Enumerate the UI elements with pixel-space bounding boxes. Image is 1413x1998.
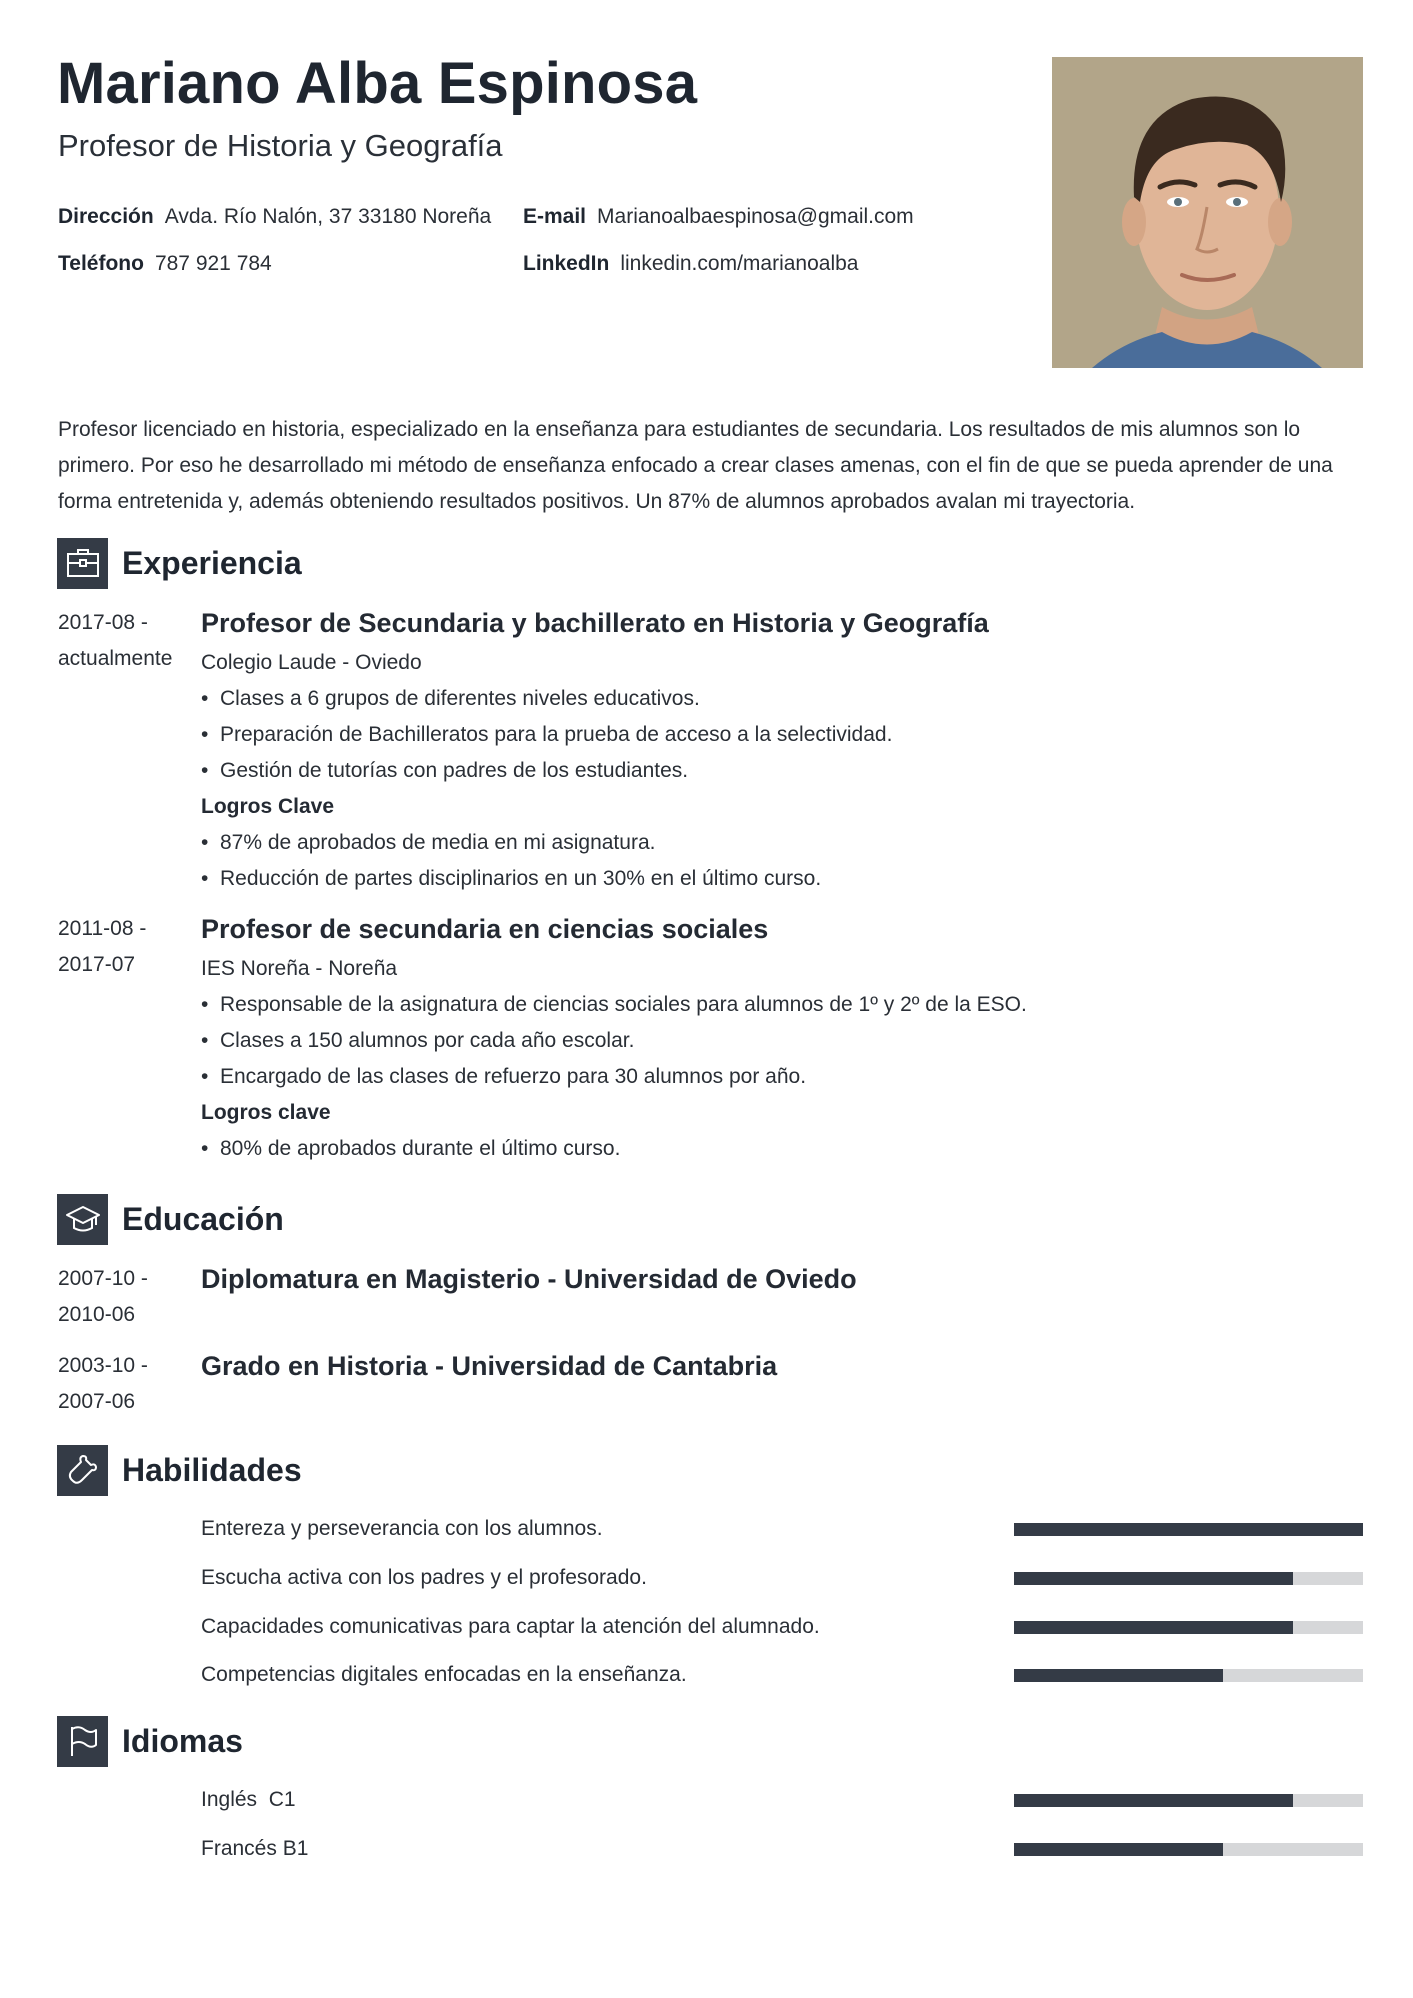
contact-email-value[interactable]: Marianoalbaespinosa@gmail.com (597, 205, 914, 228)
skill-label: Escucha activa con los padres y el profesorado. (201, 1566, 647, 1589)
experience-bullets (201, 681, 1361, 789)
language-bar-fill (1014, 1794, 1293, 1807)
list-item: • Gestión de tutorías con padres de los estudiantes. (201, 753, 1361, 789)
job-title: Profesor de Historia y Geografía (58, 128, 503, 163)
contact-address-value: Avda. Río Nalón, 37 33180 Noreña (164, 205, 492, 228)
contact-linkedin (523, 252, 858, 276)
graduation-cap-icon (57, 1194, 108, 1245)
experience-date-end: actualmente (58, 647, 173, 670)
language-label: Francés B1 (201, 1837, 309, 1860)
experience-entry-2 (201, 911, 1361, 1167)
experience-date-2 (58, 911, 188, 983)
contact-email-label: E-mail (523, 205, 587, 228)
education-date-1 (58, 1261, 188, 1333)
experience-date-end: 2017-07 (58, 953, 136, 976)
education-date-2 (58, 1348, 188, 1420)
education-title: Diplomatura en Magisterio - Universidad de Oviedo (201, 1264, 857, 1294)
flag-icon (57, 1716, 108, 1767)
language-bar (1014, 1843, 1363, 1856)
skill-bar (1014, 1669, 1363, 1682)
candidate-name: Mariano Alba Espinosa (57, 51, 698, 116)
achievements-list (201, 825, 1361, 897)
language-label: Inglés C1 (201, 1788, 296, 1811)
contact-phone-value: 787 921 784 (154, 252, 272, 275)
education-date-start: 2003-10 - (58, 1354, 148, 1377)
list-item: • Clases a 6 grupos de diferentes niveles educativos. (201, 681, 1361, 717)
contact-linkedin-value[interactable]: linkedin.com/marianoalba (620, 252, 859, 275)
skill-bar (1014, 1621, 1363, 1634)
section-title-education: Educación (122, 1200, 284, 1237)
list-item: • Preparación de Bachilleratos para la prueba de acceso a la selectividad. (201, 717, 1361, 753)
section-education (57, 1193, 284, 1245)
puzzle-icon (57, 1445, 108, 1496)
contact-address-label: Dirección (58, 205, 154, 228)
list-item: • Reducción de partes disciplinarios en un 30% en el último curso. (201, 861, 1361, 897)
contact-address (58, 205, 491, 229)
skill-label: Competencias digitales enfocadas en la enseñanza. (201, 1663, 687, 1686)
achievements-list (201, 1131, 1361, 1167)
skill-bar-fill (1014, 1572, 1293, 1585)
section-skills (57, 1444, 302, 1496)
experience-company: IES Noreña - Noreña (201, 957, 398, 980)
skill-label: Entereza y perseverancia con los alumnos. (201, 1517, 603, 1540)
achievements-heading: Logros clave (201, 1101, 331, 1124)
experience-date-start: 2011-08 - (58, 917, 147, 940)
section-title-languages: Idiomas (122, 1722, 243, 1759)
experience-date-start: 2017-08 - (58, 611, 148, 634)
contact-phone (58, 252, 272, 276)
education-date-start: 2007-10 - (58, 1267, 148, 1290)
contact-email (523, 205, 914, 229)
experience-title: Profesor de Secundaria y bachillerato en Historia y Geografía (201, 608, 989, 638)
skill-label: Capacidades comunicativas para captar la atención del alumnado. (201, 1615, 820, 1638)
section-languages (57, 1715, 243, 1767)
experience-entry-1 (201, 605, 1361, 897)
education-entry-1 (201, 1261, 1361, 1297)
experience-company: Colegio Laude - Oviedo (201, 651, 422, 674)
experience-date-1 (58, 605, 188, 677)
education-title: Grado en Historia - Universidad de Cantabria (201, 1351, 778, 1381)
list-item: • 87% de aprobados de media en mi asignatura. (201, 825, 1361, 861)
language-bar-fill (1014, 1843, 1223, 1856)
section-title-skills: Habilidades (122, 1451, 302, 1488)
experience-title: Profesor de secundaria en ciencias sociales (201, 914, 769, 944)
education-entry-2 (201, 1348, 1361, 1384)
skill-bar (1014, 1523, 1363, 1536)
profile-photo (1052, 57, 1363, 368)
profile-summary: Profesor licenciado en historia, especializado en la enseñanza para estudiantes de secundaria. Los resultados de mis alumnos son lo primero. Por eso he desarrollado mi método de enseñanza enfocado a crear clases amenas, con el fin de que se pueda aprender de una forma entretenida y, además obteniendo resultados positivos. Un 87% de alumnos aprobados avalan mi trayectoria. (58, 418, 1333, 513)
list-item: • Encargado de las clases de refuerzo para 30 alumnos por año. (201, 1059, 1361, 1095)
section-experience (57, 537, 302, 589)
language-bar (1014, 1794, 1363, 1807)
experience-bullets (201, 987, 1361, 1095)
achievements-heading: Logros Clave (201, 795, 335, 818)
list-item: • 80% de aprobados durante el último curso. (201, 1131, 1361, 1167)
education-date-end: 2007-06 (58, 1390, 136, 1413)
skill-bar-fill (1014, 1523, 1363, 1536)
education-date-end: 2010-06 (58, 1303, 136, 1326)
list-item: • Clases a 150 alumnos por cada año escolar. (201, 1023, 1361, 1059)
contact-linkedin-label: LinkedIn (523, 252, 610, 275)
skill-bar-fill (1014, 1669, 1223, 1682)
list-item: • Responsable de la asignatura de ciencias sociales para alumnos de 1º y 2º de la ESO. (201, 987, 1361, 1023)
skill-bar-fill (1014, 1621, 1293, 1634)
skill-bar (1014, 1572, 1363, 1585)
briefcase-icon (57, 538, 108, 589)
contact-phone-label: Teléfono (58, 252, 144, 275)
section-title-experience: Experiencia (122, 544, 302, 581)
